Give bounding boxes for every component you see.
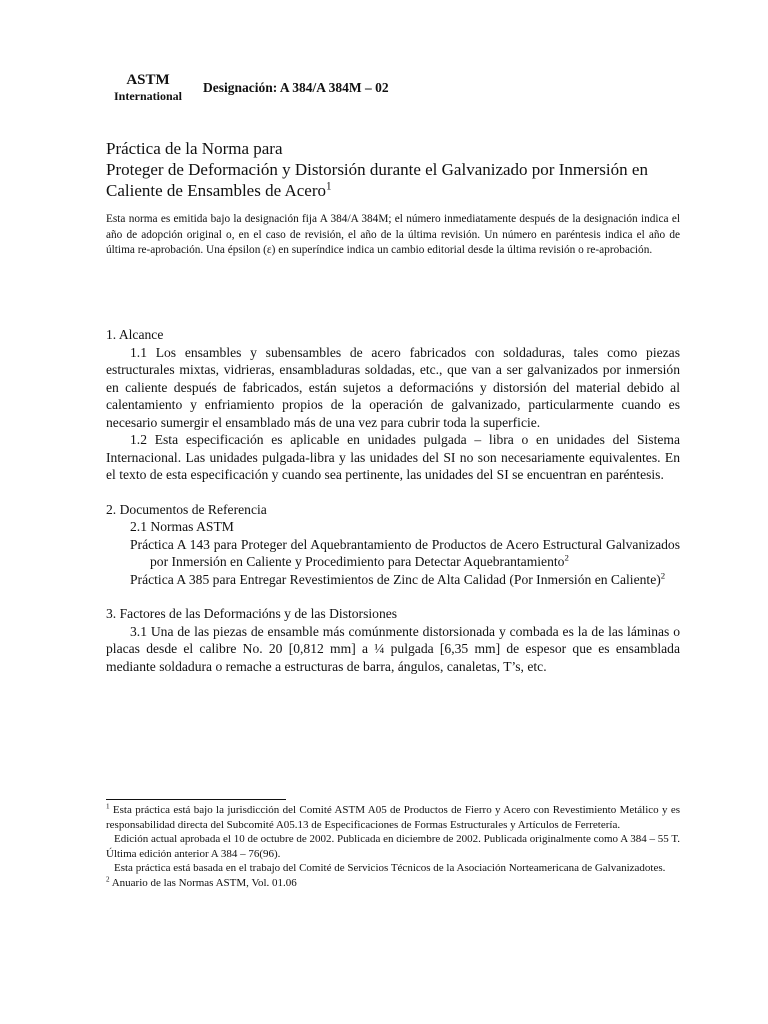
section-1-1: 1.1 Los ensambles y subensambles de acero fabricados con soldaduras, tales como piezas estructurales mixtas, vidrieras, ensambladuras soldadas, etc., que van a ser galvanizados por inmersión en caliente después de fabricados, están sujetos a deformacións y distorsión del material debido al calentamiento y enfriamiento propios de la operación de galvanizado, particularmente cuando es necesario sumergir el ensamblado más de una vez para cubrir toda la superficie. [106,344,680,430]
title-line-2: Proteger de Deformación y Distorsión durante el Galvanizado por Inmersión en [106,160,648,179]
footnote-1c: Esta práctica está basada en el trabajo del Comité de Servicios Técnicos de la Asociación Norteamericana de Galvanizadotes. [114,862,666,874]
designation: Designación: A 384/A 384M – 02 [203,80,389,95]
astm-logo [110,72,186,103]
section-3-1: 3.1 Una de las piezas de ensamble más comúnmente distorsionada y combada es la de las láminas o placas desde el calibre No. 20 [0,812 mm] a ¼ pulgada [6,35 mm] de espesor que es ensamblada mediante soldadura o remache a estructuras de barra, ángulos, canaletas, T’s, etc. [106,623,680,674]
logo-main-text: ASTM [126,72,170,88]
reference-a143-mark: 2 [564,552,569,563]
title-footnote-mark: 1 [325,180,332,193]
title-line-1: Práctica de la Norma para [106,139,283,158]
intro-paragraph: Esta norma es emitida bajo la designación fija A 384/A 384M; el número inmediatamente después de la designación indica el año de adopción original o, en el caso de revisión, el año de la última revisión. Un número en paréntesis indica el año de última re-aprobación. Una épsilon (ε) en superíndice indica un cambio editorial desde la última revisión o re-aprobación. [106,213,680,256]
logo-sub-text: International [113,89,182,103]
footnote-2 [106,876,680,891]
section-2-heading: 2. Documentos de Referencia [106,501,267,517]
footnote-1a-text: Esta práctica está bajo la jurisdicción del Comité ASTM A05 de Productos de Fierro y Acero con Revestimiento Metálico y es responsabilidad directa del Subcomité A05.13 de Especificaciones de Formas Estructurales y Artículos de Ferretería. [106,804,681,831]
reference-a385-mark: 2 [660,569,666,580]
document-body [106,326,680,675]
title-line-3-text: Caliente de Ensambles de Acero [106,181,326,200]
reference-a143 [106,536,680,571]
footnote-2-text: Anuario de las Normas ASTM, Vol. 01.06 [111,876,297,889]
document-title [106,138,686,201]
section-3-heading: 3. Factores de las Deformacións y de las Distorsiones [106,606,398,621]
section-2-1: 2.1 Normas ASTM [130,519,234,534]
reference-a143-text: Práctica A 143 para Proteger del Aquebrantamiento de Productos de Acero Estructural Galvanizados por Inmersión en Caliente y Procedimiento para Detectar Aquebrantamiento [130,536,680,569]
title-line-3 [106,180,686,201]
reference-a385-text: Práctica A 385 para Entregar Revestimientos de Zinc de Alta Calidad (Por Inmersión en Caliente) [130,571,661,587]
footnote-1a [106,803,680,832]
section-1-heading: 1. Alcance [106,327,164,342]
footnotes [106,803,680,890]
section-1-2: 1.2 Esta especificación es aplicable en unidades pulgada – libra o en unidades del Sistema Internacional. Las unidades pulgada-libra y las unidades del SI no son necesariamente equivalentes. En el texto de esta especificación y cuando sea pertinente, las unidades del SI se encuentran en paréntesis. [106,432,680,482]
footnote-divider [106,799,286,800]
reference-a385 [106,571,680,589]
footnote-1b: Edición actual aprobada el 10 de octubre de 2002. Publicada en diciembre de 2002. Publicada originalmente como A 384 – 55 T. Última edición anterior A 384 – 76(96). [106,833,680,860]
footnote-2-mark: 2 [106,874,110,883]
footnote-1-mark: 1 [106,802,110,811]
